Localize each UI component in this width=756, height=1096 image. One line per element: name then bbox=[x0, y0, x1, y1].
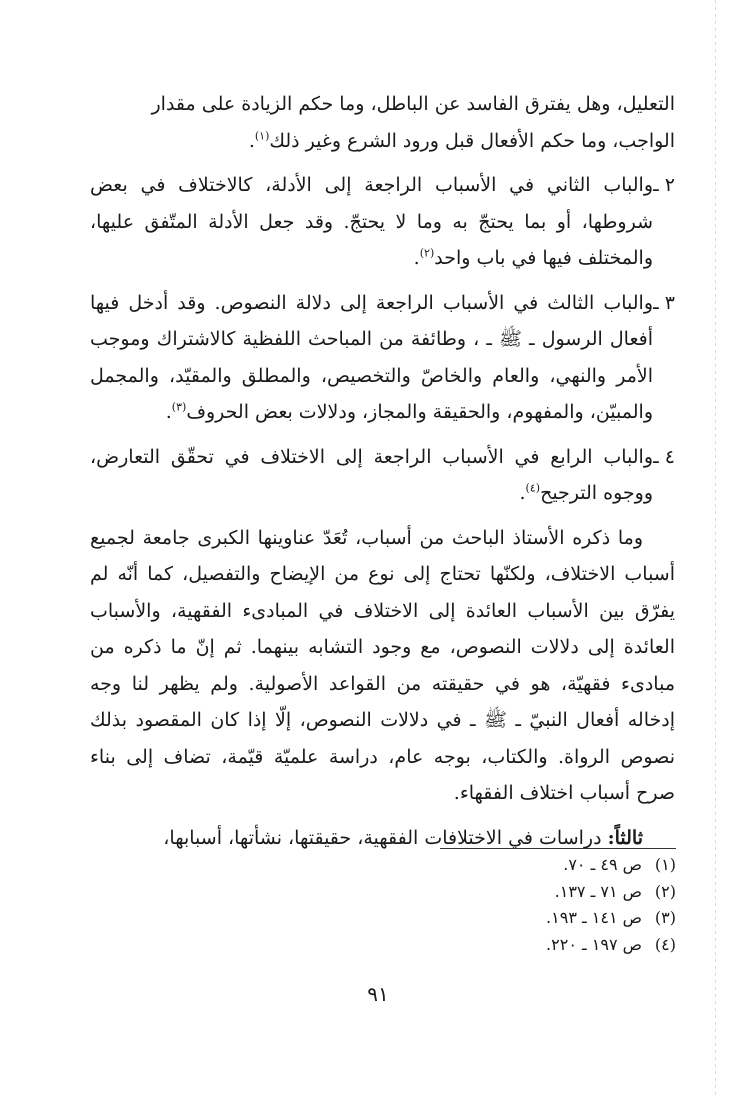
footnote bbox=[400, 879, 676, 906]
body-paragraph: وما ذكره الأستاذ الباحث من أسباب، تُعَدّ عناوينها الكبرى جامعة لجميع أسباب الاختلاف، ولكنّها تحتاج إلى نوع من الإيضاح والتفصيل، كما أنّه لم يفرّق بين الأسباب العائدة إلى الاختلاف في المبادىء الفقهية، والأسباب العائدة إلى دلالات النصوص، مع وجود التشابه بينهما. ثم إنّ ما ذكره من مبادىء فقهيّة، هو في حقيقته من القواعد الأصولية. ولم يظهر لنا وجه إدخاله أفعال النبيّ ـ ﷺ ـ في دلالات النصوص، إلّا إذا كان المقصود بذلك نصوص الرواة. والكتاب، بوجه عام، دراسة علميّة قيّمة، تضاف إلى بناء صرح أسباب اختلاف الفقهاء. bbox=[90, 526, 675, 804]
intro-paragraph: التعليل، وهل يفترق الفاسد عن الباطل، وما حكم الزيادة على مقدار الواجب، وما حكم الأفعال قبل ورود الشرع وغير ذلك$^{(١)}$. bbox=[151, 93, 675, 152]
list-text: والباب الرابع في الأسباب الراجعة إلى الاختلاف في تحقّق التعارض، ووجوه الترجيح bbox=[90, 445, 653, 504]
footnote bbox=[400, 932, 676, 959]
list-item-4: ٤ ـ والباب الرابع في الأسباب الراجعة إلى الاختلاف في تحقّق التعارض، ووجوه الترجيح$^{(٤)}$. bbox=[90, 439, 675, 512]
footnote-ref-2[interactable]: (٢) bbox=[419, 246, 435, 260]
list-item-3: ٣ ـ والباب الثالث في الأسباب الراجعة إلى دلالة النصوص. وقد أدخل فيها أفعال الرسول ـ ﷺ ـ ، وطائفة من المباحث اللفظية كالاشتراك وموجب الأمر والنهي، والعام والخاصّ والتخصيص، والمطلق والمقيّد، والمجمل والمبيّن، والمفهوم، والحقيقة والمجاز، ودلالات بعض الحروف$^{(٣)}$. bbox=[90, 285, 675, 431]
page-edge-line bbox=[715, 0, 716, 1096]
page-number: ٩١ bbox=[367, 982, 389, 1006]
list-item-2: ٢ ـ والباب الثاني في الأسباب الراجعة إلى الأدلة، كالاختلاف في بعض شروطها، أو بما يحتجّ به وما لا يحتجّ. وقد جعل الأدلة المتّفق عليها، والمختلف فيها في باب واحد$^{(٢)}$. bbox=[90, 167, 675, 277]
footnote-ref-3[interactable]: (٣) bbox=[171, 400, 187, 414]
footnote-ref-4[interactable]: (٤) bbox=[525, 481, 541, 495]
footnote-text: ص ١٤١ ـ ١٩٣. bbox=[546, 908, 642, 927]
list-number: ٣ ـ bbox=[653, 291, 675, 314]
list-text: والباب الثالث في الأسباب الراجعة إلى دلالة النصوص. وقد أدخل فيها أفعال الرسول ـ ﷺ ـ ، وطائفة من المباحث اللفظية كالاشتراك وموجب الأمر والنهي، والعام والخاصّ والتخصيص، والمطلق والمقيّد، والمجمل والمبيّن، والمفهوم، والحقيقة والمجاز، ودلالات بعض الحروف bbox=[90, 291, 653, 423]
list-text: والباب الثاني في الأسباب الراجعة إلى الأدلة، كالاختلاف في بعض شروطها، أو بما يحتجّ به وما لا يحتجّ. وقد جعل الأدلة المتّفق عليها، والمختلف فيها في باب واحد bbox=[90, 174, 653, 269]
intro-line-1: التعليل، وهل يفترق الفاسد عن الباطل، وما حكم الزيادة على مقدار bbox=[151, 93, 675, 115]
footnote-text: ص ٧١ ـ ١٣٧. bbox=[554, 881, 642, 901]
footnote bbox=[400, 905, 676, 932]
section-heading-line bbox=[90, 820, 675, 857]
section-lead: ثالثاً: bbox=[607, 826, 643, 849]
intro-line-2: الواجب، وما حكم الأفعال قبل ورود الشرع وغير ذلك bbox=[269, 129, 675, 152]
section-text: دراسات في الاختلافات الفقهية، حقيقتها، نشأتها، أسبابها، bbox=[163, 826, 602, 849]
footnote bbox=[400, 852, 676, 879]
footnote-number: (٣) bbox=[654, 908, 676, 927]
footnote-ref-1[interactable]: (١) bbox=[254, 129, 270, 143]
footnote-text: ص ١٩٧ ـ ٢٢٠. bbox=[546, 934, 642, 954]
footnote-number: (٢) bbox=[654, 881, 676, 901]
footnote-separator bbox=[440, 848, 676, 849]
list-number: ٤ ـ bbox=[653, 445, 675, 468]
list-number: ٢ ـ bbox=[653, 174, 675, 196]
footnotes bbox=[400, 852, 676, 958]
main-text bbox=[90, 86, 675, 856]
footnote-text: ص ٤٩ ـ ٧٠. bbox=[563, 855, 642, 874]
footnote-number: (٤) bbox=[654, 934, 676, 954]
footnote-number: (١) bbox=[654, 855, 676, 874]
